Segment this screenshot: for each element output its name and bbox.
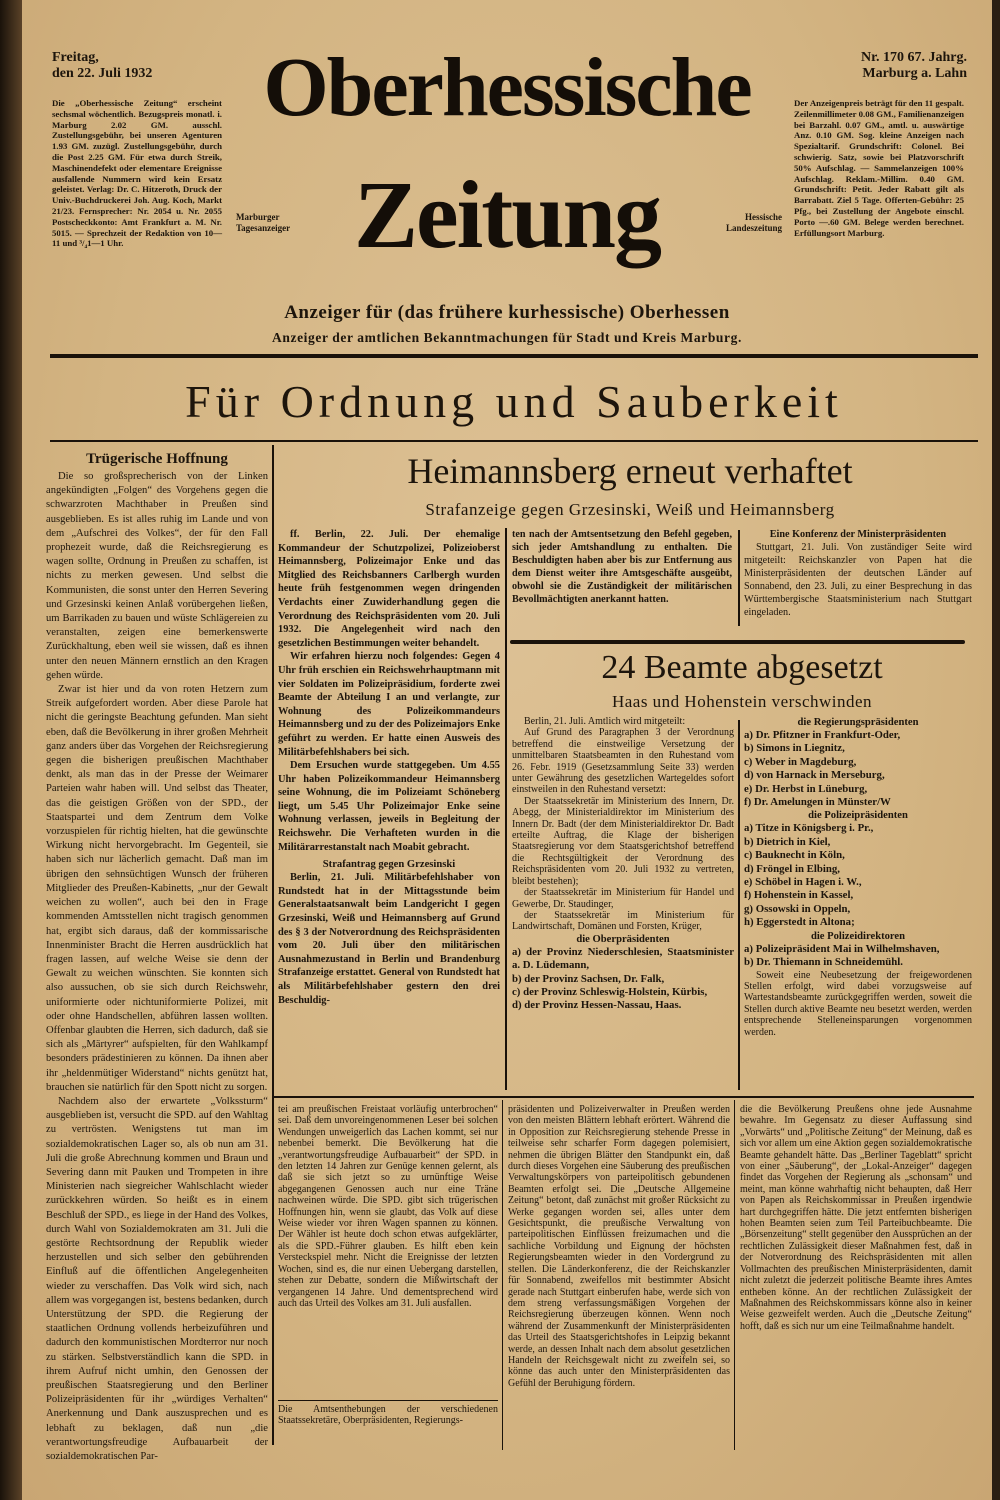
bottom-col2-footer: Die Amtsenthebungen der verschiedenen Staatssekretäre, Oberpräsidenten, Regierungs- — [278, 1404, 498, 1427]
paragraph: Die so großsprecherisch von der Linken angekündigten „Folgen“ des Vorgehens gegen die schwarzroten Machthaber in Preußen sind ausgeblieben. Es ist alles ruhig im Lande und von dem „Aufschrei des Volkes“, der für den Fall prophezeit wurde, daß die Reichsregierung es wagen sollte, Ordnung in Preußen zu schaffen, ist nichts zu merken gewesen. Und selbst die Kommunisten, die sonst unter den Herren Severing und Grzesinski keinen Anlaß vorübergehen ließen, um Barrikaden zu bauen und wüste Schlägereien zu veranstalten, zeigen eine bemerkenswerte Zurückhaltung, eben weil sie wissen, daß es ihnen unter den neuen Männern ernstlich an den Kragen gehen würde. — [46, 471, 268, 681]
paragraph: Nachdem also der erwartete „Volkssturm“ ausgeblieben ist, versucht die SPD. auf den Wahltag zu vertrösten. Wenigstens tut man im sozialdemokratischen Lager so, als ob nun am 31. Juli die große Abrechnung kommen und Braun und Severing dann mit Pauken und Trompeten in ihre Ministerien nach siegreicher Wahlschlacht wieder zurückkehren würden. So heißt es in einem Beschluß der SPD., es liege in der Hand des Volkes, durch Wahl von Sozialdemokraten am 31. Juli die gestörte Rechtsordnung der Republik wieder herzustellen und sich selber den gebührenden Einfluß auf die öffentlichen Angelegenheiten wieder zu verschaffen. Das Volk wird sich, nach allem was vorgegangen ist, bestens bedanken, durch Unterstützung der SPD. die Regierung der staatlichen Ordnung vollends herbeizuführen und dadurch den kommunistischen Mordterror nur noch zu stärken. Selbstverständlich kann die SPD. in ihrem Aufruf nicht umhin, den Genossen der preußischen Staatsregierung und den Berliner Polizeipräsidenten für ihr „würdiges Verhalten“ Anerkennung und Dank auszusprechen und es lebhaft zu beklagen, daß nun „die verantwortungsfreudige Aufbauarbeit der sozialdemokratischen Par- — [46, 1095, 268, 1463]
list-item: d) von Harnack in Merseburg, — [744, 769, 885, 782]
article-title: Trügerische Hoffnung — [86, 451, 228, 467]
list-item: g) Ossowski in Oppeln, — [744, 902, 851, 915]
paragraph: ff. Berlin, 22. Juli. Der ehemalige Kommandeur der Schutzpolizei, Polizeioberst Heimannsberg, Polizeimajor Enke und das Mitglied des Reichsbanners Carlbergh wurden heute früh festgenommen wegen dringenden Verdachts einer Zuwiderhandlung gegen die Verordnung des Reichspräsidenten vom 20. Juli 1932. Die Angelegenheit wird nach den gesetzlichen Bestimmungen weiter behandelt. — [278, 529, 500, 649]
paragraph: Stuttgart, 21. Juli. Von zuständiger Seite wird mitgeteilt: Reichskanzler von Papen hat die Ministerpräsidenten der deutschen Länder auf Sonnabend, den 23. Juli, zu einer Besprechung in das Württembergische Staatsministerium nach Stuttgart eingeladen. — [744, 542, 972, 618]
list-item: a) Polizeipräsident Mai in Wilhelmshaven, — [744, 942, 940, 955]
list-item: d) der Provinz Hessen-Nassau, Haas. — [512, 999, 682, 1012]
list-item: f) Hohenstein in Kassel, — [744, 889, 854, 902]
banner-divider — [50, 440, 978, 442]
list-item: h) Eggerstedt in Altona; — [744, 916, 855, 929]
newspaper-page — [22, 0, 992, 1500]
main-article-col1 — [278, 528, 500, 1007]
column-rule — [505, 528, 507, 1090]
paragraph: Der Staatssekretär im Ministerium des Innern, Dr. Abegg, der Ministerialdirektor im Ministerium des Innern Dr. Badt (der dem Ministerialdirektor Dr. Badt erteilte Auftrag, die Klage der bisherigen Staatsregierung vor dem Staatsgerichtshof betreffend die Rechtsgültigkeit der Verordnung des Reichspräsidenten vom 20. Juli 1932 zu vertreten, bleibt bestehen); — [512, 795, 734, 887]
column-rule — [738, 720, 740, 1090]
issue-place: Marburg a. Lahn — [862, 66, 967, 81]
column-rule — [738, 530, 740, 626]
bottom-col3: präsidenten und Polizeiverwalter in Preußen werden von den meisten Blättern lebhaft erörtert. Während die in Opposition zur Reichsregierung stehende Presse in teilweise sehr scharfer Form dagegen polemisiert, nehmen die übrigen Blätter den Standpunkt ein, daß durch dieses Vorgehen eine Säuberung des preußischen Verwaltungskörpers von parteipolitisch gebundenen Beamten erfolgt sei. Die „Deutsche Allgemeine Zeitung“ betont, daß zunächst mit großer Rücksicht zu Werke gegangen worden sei, alles unter dem Gesichtspunkt, die preußische Verwaltung von parteipolitischen Einflüssen freizumachen und die sachliche Vorbildung und Eignung der höchsten Regierungsbeamten wieder in den Vordergrund zu stellen. Die Länderkonferenz, die der Reichskanzler für Sonnabend, zweifellos mit bestimmter Absicht gerade nach Stuttgart einberufen habe, werde sich von dem streng verfassungsmäßigen Vorgehen der Reichsregierung überzeugen können. Wenn noch während der Zusammenkunft der Ministerpräsidenten das Urteil des Staatsgerichtshofes in Leipzig bekannt werde, an dessen Inhalt nach dem absolut gesetzlichen Handeln der Reichsgewalt nicht zu zweifeln sei, so könne das auch unter den Ministerpräsidenten das Gefühl der Beruhigung fördern. — [508, 1104, 730, 1389]
tagline-2: Anzeiger der amtlichen Bekanntmachungen für Stadt und Kreis Marburg. — [272, 330, 742, 345]
subheading: die Oberpräsidenten — [576, 933, 670, 945]
bottom-col2: tei am preußischen Freistaat vorläufig unterbrochen“ sei. Daß dem unvoreingenommenen Leser bei solchen Wendungen unweigerlich das Lachen kommt, sei nur nebenbei bemerkt. Die Bevölkerung hat die „verantwortungsfreudige Aufbauarbeit“ der SPD. in den letzten 14 Jahren zur Genüge kennen gelernt, als daß sie sich jetzt so zu urnünftige Weise abgegangenen Genossen auch nur eine Träne nachweinen würde. Die SPD. gibt sich trügerischen Hoffnungen hin, wenn sie glaubt, das Volk auf diese Weise wieder vor ihren Wagen spannen zu können. Der Wähler ist heute doch schon etwas aufgeklärter, als die SPD.-Führer glauben. Es hilft eben kein Versteckspiel mehr. Nicht die Ereignisse der letzten Wochen, sind es, die nur einen Uebergang darstellen, stehen zur Debatte, sondern die Mißwirtschaft der vergangenen 14 Jahre. Und dementsprechend wird auch das Urteil des Volkes am 31. Juli ausfallen. — [278, 1104, 498, 1309]
date-line-2: den 22. Juli 1932 — [52, 66, 153, 81]
paragraph: Wir erfahren hierzu noch folgendes: Gegen 4 Uhr früh erschien ein Reichswehrhauptmann mit vier Soldaten im Polizeipräsidium, forderte zwei Beamte der Abteilung I an und verlangte, zur Wohnung des Polizeikommandeurs Heimannsberg und zu der des Polizeimajors Enke geführt zu werden. Er hatte einen Ausweis des Militärbefehlshabers bei sich. — [278, 651, 500, 758]
list-item: b) Dr. Thiemann in Schneidemühl. — [744, 956, 904, 969]
banner-headline: Für Ordnung und Sauberkeit — [185, 376, 843, 427]
paragraph: der Staatssekretär im Ministerium für Landwirtschaft, Domänen und Forsten, Krüger, — [512, 909, 734, 933]
subheading: Strafantrag gegen Grzesinski — [322, 859, 456, 871]
conference-article — [744, 528, 972, 619]
main-subheadline: Strafanzeige gegen Grzesinski, Weiß und Heimannsberg — [425, 500, 835, 519]
main-article-col2: ten nach der Amtsentsetzung den Befehl gegeben, sich jeder Amtshandlung zu enthalten. Die Beschuldigten haben aber bis zur Entfernung aus dem Dienst weiter ihre Amtsgeschäfte ausgeübt, obwohl sie die Zuständigkeit der militärischen Bevollmächtigten anerkannt hatten. — [512, 529, 732, 605]
date-line-1: Freitag, — [52, 50, 99, 65]
list-item: a) Titze in Königsberg i. Pr., — [744, 822, 874, 835]
paragraph: Dem Ersuchen wurde stattgegeben. Um 4.55 Uhr haben Polizeikommandeur Heimannsberg seine Wohnung, die im Polizeiamt Schöneberg liegt, um 5.45 Uhr Polizeimajor Enke seine Wohnung verlassen, jeweils in Begleitung der Reichswehr. Die Verhafteten wurden in die Militärarrestanstalt nach Moabit gebracht. — [278, 760, 500, 853]
scan-left-edge — [0, 0, 22, 1500]
list-item: f) Dr. Amelungen in Münster/W — [744, 796, 891, 809]
list-item: c) Weber in Magdeburg, — [744, 755, 857, 768]
column-rule — [502, 1100, 503, 1450]
paragraph: Auf Grund des Paragraphen 3 der Verordnung betreffend die einstweilige Versetzung der unmittelbaren Staatsbeamten in den Ruhestand vom 26. Febr. 1919 (Gesetzsammlung Seite 33) werden unter Gewährung des gesetzlichen Wartegeldes sofort einstweilen in den Ruhestand versetzt: — [512, 727, 734, 796]
footnote-divider — [278, 1400, 498, 1401]
subheading: die Polizeipräsidenten — [808, 810, 908, 822]
list-item: d) Fröngel in Elbing, — [744, 862, 840, 875]
tagline-1: Anzeiger für (das frühere kurhessische) Oberhessen — [284, 302, 730, 323]
masthead-left-subtitle: Marburger Tagesanzeiger — [236, 212, 291, 233]
scan-right-edge — [992, 0, 1000, 1500]
regierungspraesidenten-list — [744, 729, 972, 809]
list-item: e) Schöbel in Hagen i. W., — [744, 876, 862, 889]
masthead-right-subtitle: Hessische Landeszeitung — [725, 212, 782, 233]
column-rule — [272, 445, 274, 1445]
list-item: b) Simons in Liegnitz, — [744, 742, 845, 755]
oberpraesidenten-list — [512, 946, 734, 1013]
beamte-headline: 24 Beamte abgesetzt — [601, 649, 883, 686]
list-item: c) Bauknecht in Köln, — [744, 849, 845, 862]
article-trugerische-hoffnung — [46, 450, 268, 1464]
list-item: b) Dietrich in Kiel, — [744, 835, 831, 848]
polizeidirektoren-list — [744, 943, 972, 970]
list-item: a) der Provinz Niederschlesien, Staatsminister a. D. Lüdemann, — [512, 945, 734, 972]
beamte-article-col1 — [512, 716, 734, 1013]
main-headline: Heimannsberg erneut verhaftet — [407, 451, 853, 491]
paragraph: Zwar ist hier und da von roten Hetzern zum Streik aufgefordert worden. Aber diese Parole hat nicht die geringste Beachtung gefunden. Man sieht eben, daß die Bevölkerung in ihrer großen Mehrheit ganz anders über das Vorgehen der Reichsregierung gegen die bisherigen preußischen Machthaber denkt, als man das in der Presse der Weimarer Parteien wahr haben will. Und selbst das Theater, das die geistigen Größen von der SPD., der Staatspartei und dem Zentrum dem Volke vorzuspielen für richtig hielten, hat die gewünschte Wirkung nicht hervorgebracht. Im Gegenteil, sie haben sich nur lächerlich gemacht. Daß man im übrigen den sehnsüchtigen Wunsch der früheren Mitglieder des Preußen-Kabinetts, „nur der Gewalt weichen zu wollen“, auch bei den in Frage kommenden Amtsstellen nicht tragisch genommen hat, ergibt sich daraus, daß der kommissarische Innenminister Bracht die Herren ausdrücklich hat fragen lassen, auf welche Weise sie denn der Gewalt zu weichen wünschten. Sie konnten sich also aussuchen, ob sie sich durch Reichswehr, uniformierte oder nichtuniformierte Polizei, mit oder ohne Handschellen, abführen lassen wollten. Offenbar glaubten die Herren, sich dadurch, daß sie sich als „Märtyrer“ aufspielten, für den Wahlkampf besonders prädestinieren zu können. Da ihnen aber ihr „heldenmütiger Widerstand“ nichts genützt hat, brauchen sie natürlich für den Spott nicht zu sorgen. — [46, 684, 268, 1093]
paragraph: Berlin, 21. Juli. Militärbefehlshaber von Rundstedt hat in der Mittagsstunde beim Generalstaatsanwalt beim Landgericht I gegen Grzesinski, Weiß und Heimannsberg auf Grund des § 3 der Notverordnung des Reichspräsidenten vom 20. Juli über den militärischen Ausnahmezustand in Berlin und Brandenburg Strafanzeige erstattet. General von Rundstedt hat als Militärbefehlshaber gestern den drei Beschuldig- — [278, 872, 500, 1006]
subheading: die Polizeidirektoren — [810, 930, 906, 942]
bottom-col4: die die Bevölkerung Preußens ohne jede Ausnahme bewahre. Im Gegensatz zu dieser Auffassung sind „Vorwärts“ und „Politische Zeitung“ der Meinung, daß es sich vor allem um eine Aktion gegen sozialdemokratische Beamte gehandelt hätte. Das „Berliner Tageblatt“ spricht von einer „Säuberung“, der „Lokal-Anzeiger“ dagegen findet das Vorgehen der Regierung als „schonsam“ und meint, man könne wahrhaftig nicht behaupten, daß Herr von Papen als Reichskommissar in Preußen irgendwie hart durchgegriffen hätte. Die jetzt entfernten bisherigen hohen Beamten seien zum Teil Parteibuchbeamte. Die „Börsenzeitung“ stellt gegenüber den Aussprüchen an der rechtlichen Zulässigkeit dieser Maßnahmen fest, daß in der Notverordnung des Reichspräsidenten mit allen Vollmachten des preußischen Ministerpräsidenten, damit nicht zuletzt die jederzeit politische Beamte ihres Amtes entheben könne. An der rechtlichen Zulässigkeit der Maßnahmen des Reichskommissars könne also in keiner Weise gezweifelt werden. Auch die „Deutsche Zeitung“ hofft, daß es sich nur um eine Teilmaßnahme handelt. — [740, 1104, 972, 1332]
bottom-section-divider — [274, 1096, 974, 1098]
header-divider — [50, 354, 978, 358]
masthead-title-line2: Zeitung — [353, 161, 661, 268]
paragraph: der Staatssekretär im Ministerium für Handel und Gewerbe, Dr. Staudinger, — [512, 887, 734, 910]
list-item: a) Dr. Pfitzner in Frankfurt-Oder, — [744, 729, 901, 741]
subheading: die Regierungspräsidenten — [797, 717, 919, 728]
list-item: b) der Provinz Sachsen, Dr. Falk, — [512, 972, 665, 985]
polizeipraesidenten-list — [744, 822, 972, 929]
list-item: e) Dr. Herbst in Lüneburg, — [744, 782, 868, 795]
beamte-subheadline: Haas und Hohenstein verschwinden — [611, 692, 873, 711]
masthead-title-line1: Oberhessische — [263, 41, 751, 134]
subheading: Eine Konferenz der Ministerpräsidenten — [769, 529, 947, 540]
issue-number: Nr. 170 67. Jahrg. — [860, 50, 967, 65]
advertising-rates-info: Der Anzeigenpreis beträgt für den 11 gespalt. Zeilenmillimeter 0.08 GM., Familienanzeigen bei Barzahl. 0.07 GM., amtl. u. auswärtige Anz. 0.10 GM. Sog. kleine Anzeigen nach Spezialtarif. Grundschrift: Colonel. Bei schwierig. Satz, sowie bei Platzvorschrift 50% Aufschlag. — Sammelanzeigen 100% Aufschlag. Reklam.-Millim. 0.40 GM. Grundschrift: Petit. Jeder Rabatt gilt als Barrabatt. Ziel 5 Tage. Offerten-Gebühr: 25 Pfg., bei Zustellung der Angebote einschl. Porto —.60 GM. Belege werden berechnet. Erfüllungsort Marburg. — [794, 98, 964, 238]
beamte-article-col2 — [744, 716, 972, 1038]
paragraph: Berlin, 21. Juli. Amtlich wird mitgeteilt: — [524, 716, 686, 727]
subscription-info: Die „Oberhessische Zeitung“ erscheint sechsmal wöchentlich. Bezugspreis monatl. i. Marburg 2.02 GM. ausschl. Zustellungsgebühr, bei unseren Agenturen 1.93 GM. zuzügl. Zustellungsgebühr, durch die Post 2.25 GM. Für etwa durch Streik, Maschinendefekt oder elementare Ereignisse ausfallende Nummern wird kein Ersatz geleistet. Verlag: Dr. C. Hitzeroth, Druck der Univ.-Buchdruckerei Joh. Aug. Koch, Markt 21/23. Fernsprecher: Nr. 2054 u. Nr. 2055 Postscheckkonto: Amt Frankfurt a. M. Nr. 5015. — Sprechzeit der Redaktion von 10—11 und ³/₄1—1 Uhr. — [52, 98, 222, 249]
paragraph: Soweit eine Neubesetzung der freigewordenen Stellen erfolgt, wird dabei vorzugsweise auf Wartestandsbeamte zurückgegriffen werden, soweit die Stellen durch aktive Beamte neu besetzt werden, werden entsprechende Stelleneinsparungen vorgenommen werden. — [744, 969, 972, 1038]
column-rule — [734, 1100, 735, 1450]
list-item: c) der Provinz Schleswig-Holstein, Kürbis, — [512, 985, 708, 998]
section-divider — [510, 640, 965, 644]
